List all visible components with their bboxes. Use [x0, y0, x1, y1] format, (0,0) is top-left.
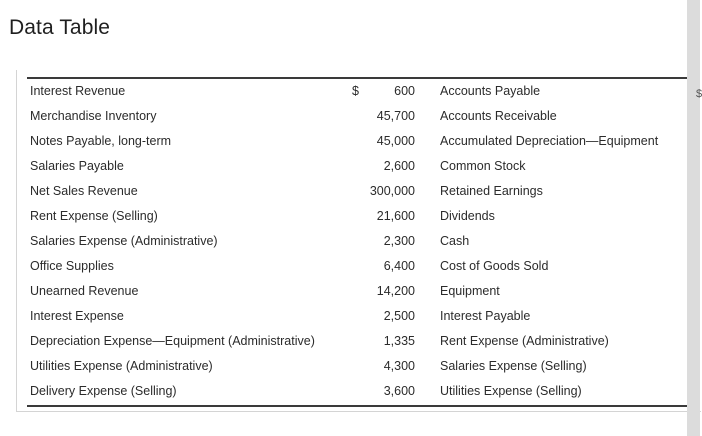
account-amount: 2,500	[383, 309, 415, 323]
page-title: Data Table	[9, 16, 111, 39]
account-name: Depreciation Expense—Equipment (Administrative)	[30, 334, 315, 348]
account-name-right: Retained Earnings	[440, 184, 543, 198]
account-name-right: Accounts Receivable	[440, 109, 557, 123]
table-row	[0, 179, 700, 204]
account-amount: 1,335	[383, 334, 415, 348]
table-row	[0, 254, 700, 279]
table-row	[0, 154, 700, 179]
account-amount: 45,700	[376, 109, 415, 123]
account-name: Salaries Payable	[30, 159, 124, 173]
account-name: Net Sales Revenue	[30, 184, 138, 198]
table-row	[0, 129, 700, 154]
account-amount: 45,000	[376, 134, 415, 148]
table-row	[0, 229, 700, 254]
account-amount: 300,000	[369, 184, 415, 198]
account-name: Interest Expense	[30, 309, 124, 323]
account-name: Delivery Expense (Selling)	[30, 384, 177, 398]
account-name-right: Cash	[440, 234, 470, 248]
account-name-right: Accumulated Depreciation—Equipment	[440, 134, 659, 148]
account-name-right: Common Stock	[440, 159, 526, 173]
account-name-right: Rent Expense (Administrative)	[440, 334, 609, 348]
account-amount: 600	[394, 84, 415, 98]
account-name: Merchandise Inventory	[30, 109, 157, 123]
currency-symbol: $	[352, 84, 359, 98]
table-row	[0, 329, 700, 354]
account-amount: 6,400	[383, 259, 415, 273]
account-name-right: Interest Payable	[440, 309, 531, 323]
account-amount: 4,300	[383, 359, 415, 373]
table-bottom-rule	[27, 405, 700, 407]
table-row	[0, 79, 700, 104]
account-amount: 2,300	[383, 234, 415, 248]
table-row	[0, 354, 700, 379]
account-name-right: Salaries Expense (Selling)	[440, 359, 587, 373]
account-name: Interest Revenue	[30, 84, 126, 98]
account-name: Utilities Expense (Administrative)	[30, 359, 213, 373]
table-row	[0, 279, 700, 304]
account-name-right: Utilities Expense (Selling)	[440, 384, 582, 398]
table-row	[0, 104, 700, 129]
account-name: Notes Payable, long-term	[30, 134, 172, 148]
account-name: Office Supplies	[30, 259, 114, 273]
table-row	[0, 204, 700, 229]
account-name-right: Equipment	[440, 284, 500, 298]
account-name-right: Dividends	[440, 209, 495, 223]
table-row	[0, 379, 700, 404]
account-amount: 3,600	[383, 384, 415, 398]
account-name-right: Cost of Goods Sold	[440, 259, 549, 273]
data-table	[0, 79, 700, 404]
account-amount: 14,200	[376, 284, 415, 298]
account-name: Rent Expense (Selling)	[30, 209, 158, 223]
table-row	[0, 304, 700, 329]
account-amount: 2,600	[383, 159, 415, 173]
account-name: Salaries Expense (Administrative)	[30, 234, 218, 248]
account-name-right: Accounts Payable	[440, 84, 541, 98]
clipped-column-fragment: $	[696, 88, 702, 100]
account-amount: 21,600	[376, 209, 415, 223]
account-name: Unearned Revenue	[30, 284, 139, 298]
